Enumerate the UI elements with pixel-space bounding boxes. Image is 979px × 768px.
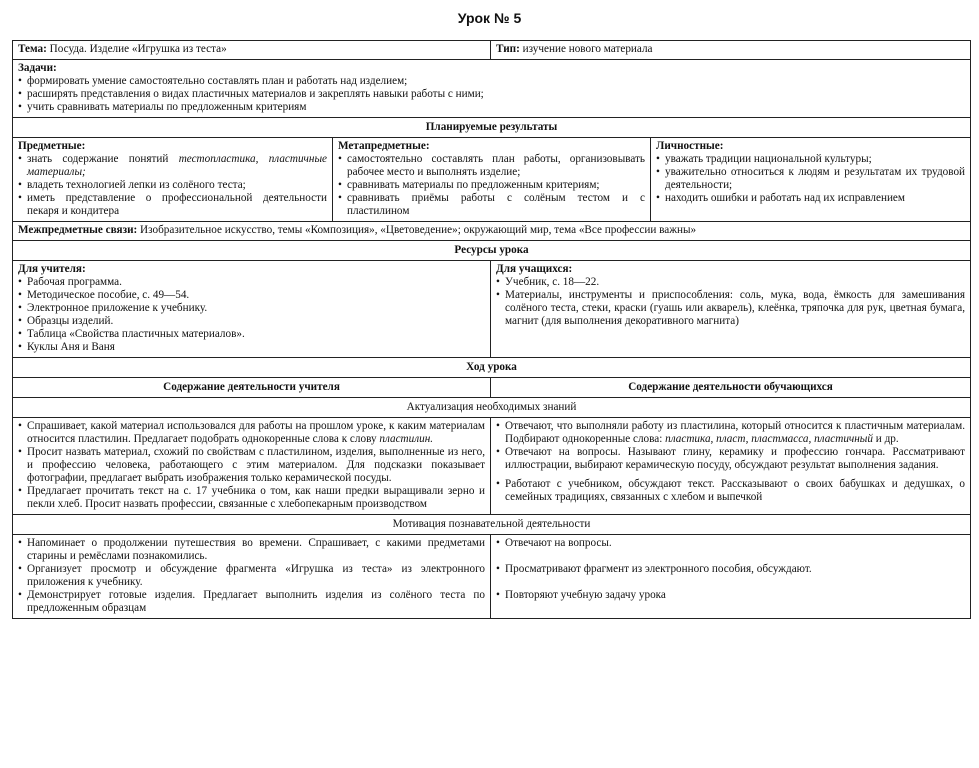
subject-results-list [18, 153, 327, 218]
personal-results-label: Личностные: [656, 140, 724, 152]
item-text: Отвечают, что выполняли работу из пластилина, который относится к пластичным материалам. Подбирают однокоренные слова: [505, 420, 966, 445]
list-item: • Работают с учебником, обсуждают текст. Рассказывают о своих бабушках и дедушках, о семейных традициях, связанных с хлебом и выпечкой [496, 478, 965, 504]
lesson-plan-table [12, 40, 971, 619]
students-column-header: Содержание деятельности обучающихся [491, 378, 971, 398]
student-resources-label: Для учащихся: [496, 263, 573, 275]
subject-results-label: Предметные: [18, 140, 86, 152]
list-item: • уважительно относиться к людям и результатам их трудовой деятельности; [656, 166, 965, 192]
item-emphasis: тестопластика, пластичные материалы; [27, 153, 327, 178]
type-value: изучение нового материала [519, 43, 653, 55]
links-cell [13, 222, 971, 241]
stage1-row [13, 418, 971, 515]
resources-heading: Ресурсы урока [13, 241, 971, 261]
tasks-cell [13, 60, 971, 118]
stage2-title: Мотивация познавательной деятельности [13, 515, 971, 535]
list-item [18, 153, 327, 179]
item-emphasis: пластилин. [379, 433, 434, 445]
list-item: • Учебник, с. 18—22. [496, 276, 965, 289]
stage2-teacher-list [18, 537, 485, 615]
stage2-students-cell [491, 535, 971, 619]
page-title: Урок № 5 [457, 10, 522, 26]
list-item: • Отвечают на вопросы. Называют глину, керамику и профессию гончара. Рассматривают иллюстрации, выбирают керамическую посуду, обсуждают результат выполнения задания. [496, 446, 965, 472]
list-item: • Электронное приложение к учебнику. [18, 302, 485, 315]
stage2-title-row [13, 515, 971, 535]
course-columns-row [13, 378, 971, 398]
item-emphasis: пластика, пласт, пластмасса, пластичный [665, 433, 873, 445]
stage1-title-row [13, 398, 971, 418]
list-item: • Напоминает о продолжении путешествия во времени. Спрашивает, с какими предметами старины и ремёслами познакомились. [18, 537, 485, 563]
item-text: знать содержание понятий [27, 153, 179, 165]
list-item: • учить сравнивать материалы по предложенным критериям [18, 101, 965, 114]
subject-results-cell [13, 138, 333, 222]
list-item: • Куклы Аня и Ваня [18, 341, 485, 354]
topic-label: Тема: [18, 43, 47, 55]
list-item: • Рабочая программа. [18, 276, 485, 289]
spacer [496, 550, 965, 563]
list-item: • Организует просмотр и обсуждение фрагмента «Игрушка из теста» из электронного приложения к учебнику. [18, 563, 485, 589]
meta-results-list [338, 153, 645, 218]
stage1-students-list [496, 420, 965, 504]
tasks-label: Задачи: [18, 62, 57, 74]
results-row [13, 138, 971, 222]
links-row [13, 222, 971, 241]
resources-row [13, 261, 971, 358]
teacher-resources-cell [13, 261, 491, 358]
list-item: • самостоятельно составлять план работы, организовывать рабочее место и выполнять изделие; [338, 153, 645, 179]
list-item: • Демонстрирует готовые изделия. Предлагает выполнить изделия из солёного теста по предложенным образцам [18, 589, 485, 615]
course-heading-row [13, 358, 971, 378]
links-label: Межпредметные связи: [18, 224, 138, 236]
tasks-list [18, 75, 965, 114]
stage1-teacher-list [18, 420, 485, 511]
list-item [18, 420, 485, 446]
personal-results-cell [651, 138, 971, 222]
list-item: • Просит назвать материал, схожий по свойствам с пластилином, изделия, выполненные из него, и профессию человека, работающего с этим материалом. Для подсказки показывает фотографии, предлагает выбрать изображения только керамической посуды. [18, 446, 485, 485]
stage2-teacher-cell [13, 535, 491, 619]
list-item: • сравнивать приёмы работы с солёным тестом и с пластилином [338, 192, 645, 218]
links-value: Изобразительное искусство, темы «Композиция», «Цветоведение»; окружающий мир, тема «Все профессии важны» [137, 224, 697, 236]
stage1-students-cell [491, 418, 971, 515]
meta-results-label: Метапредметные: [338, 140, 430, 152]
tasks-row [13, 60, 971, 118]
list-item: • Таблица «Свойства пластичных материалов». [18, 328, 485, 341]
list-item: • находить ошибки и работать над их исправлением [656, 192, 965, 205]
personal-results-list [656, 153, 965, 205]
list-item: • Просматривают фрагмент из электронного пособия, обсуждают. [496, 563, 965, 576]
teacher-resources-list [18, 276, 485, 354]
stage2-row [13, 535, 971, 619]
item-text: и др. [872, 433, 899, 445]
list-item: • Повторяют учебную задачу урока [496, 589, 965, 602]
student-resources-list [496, 276, 965, 328]
topic-cell [13, 41, 491, 60]
spacer [496, 576, 965, 589]
teacher-column-header: Содержание деятельности учителя [13, 378, 491, 398]
stage1-title: Актуализация необходимых знаний [13, 398, 971, 418]
type-cell [491, 41, 971, 60]
list-item [496, 420, 965, 446]
meta-results-cell [333, 138, 651, 222]
stage2-students-list [496, 537, 965, 602]
list-item: • владеть технологией лепки из солёного теста; [18, 179, 327, 192]
teacher-resources-label: Для учителя: [18, 263, 86, 275]
list-item: • иметь представление о профессиональной деятельности пекаря и кондитера [18, 192, 327, 218]
student-resources-cell [491, 261, 971, 358]
list-item: • формировать умение самостоятельно составлять план и работать над изделием; [18, 75, 965, 88]
results-heading: Планируемые результаты [13, 118, 971, 138]
topic-value: Посуда. Изделие «Игрушка из теста» [46, 43, 227, 55]
list-item: • Материалы, инструменты и приспособления: соль, мука, вода, ёмкость для замешивания солёного теста, стеки, краски (гуашь или акварель), клеёнка, тряпочка для рук, цветная бумага, магнит (для выполнения декоративного магнита) [496, 289, 965, 328]
list-item: • расширять представления о видах пластичных материалов и закреплять навыки работы с ними; [18, 88, 965, 101]
list-item: • Предлагает прочитать текст на с. 17 учебника о том, как наши предки выращивали зерно и пекли хлеб. Просит назвать профессии, связанные с хлебопекарным производством [18, 485, 485, 511]
stage1-teacher-cell [13, 418, 491, 515]
item-text: Спрашивает, какой материал использовался для работы на прошлом уроке, к каким материалам относится пластилин. Предлагает подобрать однокоренные слова к слову [27, 420, 486, 445]
list-item: • Отвечают на вопросы. [496, 537, 965, 550]
topic-row [13, 41, 971, 60]
list-item: • Методическое пособие, с. 49—54. [18, 289, 485, 302]
resources-heading-row [13, 241, 971, 261]
course-heading: Ход урока [13, 358, 971, 378]
list-item: • уважать традиции национальной культуры; [656, 153, 965, 166]
type-label: Тип: [496, 43, 520, 55]
list-item: • Образцы изделий. [18, 315, 485, 328]
list-item: • сравнивать материалы по предложенным критериям; [338, 179, 645, 192]
results-heading-row [13, 118, 971, 138]
